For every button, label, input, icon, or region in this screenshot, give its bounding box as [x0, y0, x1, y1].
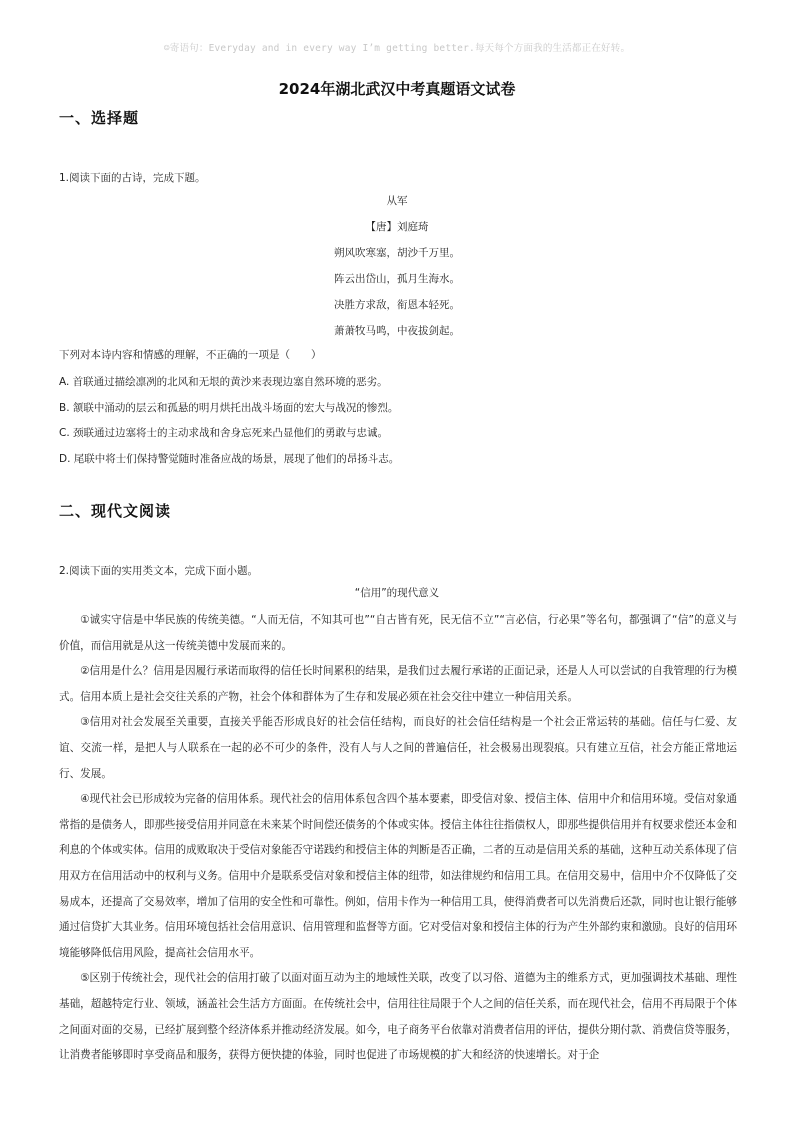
poem	[0, 188, 794, 344]
poem-author: 【唐】刘庭琦	[365, 221, 429, 233]
option-c[interactable]: C. 颈联通过边塞将士的主动求战和舍身忘死来凸显他们的勇敢与忠诚。	[59, 427, 389, 439]
question-2-intro: 2.阅读下面的实用类文本，完成下面小题。	[59, 565, 259, 577]
poem-title: 从军	[386, 195, 408, 207]
option-d[interactable]: D. 尾联中将士们保持警觉随时准备应战的场景，展现了他们的昂扬斗志。	[59, 452, 400, 465]
article-title: “信用”的现代意义	[354, 587, 440, 599]
option-a[interactable]: A. 首联通过描绘凛冽的北风和无垠的黄沙来表现边塞自然环境的恶劣。	[59, 376, 388, 388]
question-1-intro: 1.阅读下面的古诗，完成下题。	[59, 172, 206, 184]
page-title: 2024年湖北武汉中考真题语文试卷	[278, 80, 516, 98]
section-heading-reading: 二、现代文阅读	[59, 502, 172, 520]
article-body	[59, 608, 737, 1069]
section-heading-choice: 一、选择题	[59, 109, 140, 127]
article-paragraph-2: ②信用是什么？信用是因履行承诺而取得的信任长时间累积的结果，是我们过去履行承诺的正面记录，还是人人可以尝试的自我管理的行为模式。信用本质上是社会交往关系的产物，社会个体和群体为了生存和发展必须在社会交往中建立一种信用关系。	[59, 665, 737, 703]
option-b[interactable]: B. 颔联中涌动的层云和孤悬的明月烘托出战斗场面的宏大与战况的惨烈。	[59, 401, 399, 414]
poem-line: 阵云出岱山，孤月生海水。	[334, 273, 460, 285]
article-paragraph-1: ①诚实守信是中华民族的传统美德。“人而无信，不知其可也”“自古皆有死，民无信不立”“言必信，行必果”等名句，都强调了“信”的意义与价值，而信用就是从这一传统美德中发展而来的。	[59, 614, 737, 652]
poem-line: 朔风吹寒塞，胡沙千万里。	[334, 247, 460, 259]
article-paragraph-3: ③信用对社会发展至关重要，直接关乎能否形成良好的社会信任结构，而良好的社会信任结构是一个社会正常运转的基础。信任与仁爱、友谊、交流一样，是把人与人联系在一起的必不可少的条件，没有人与人之间的普遍信任，社会极易出现裂痕。只有建立互信，社会方能正常地运行、发展。	[59, 716, 737, 780]
poem-line: 决胜方求敌，衔恩本轻死。	[334, 299, 460, 311]
question-1-stem: 下列对本诗内容和情感的理解，不正确的一项是（ ）	[59, 349, 322, 361]
article-paragraph-5: ⑤区别于传统社会，现代社会的信用打破了以面对面互动为主的地域性关联，改变了以习俗、道德为主的维系方式，更加强调技术基础、理性基础，超越特定行业、领域，涵盖社会生活方方面面。在传统社会中，信用往往局限于个人之间的信任关系，而在现代社会，信用不再局限于个体之间面对面的交易，已经扩展到整个经济体系并推动经济发展。如今，电子商务平台依靠对消费者信用的评估，提供分期付款、消费信贷等服务，让消费者能够即时享受商品和服务，获得方便快捷的体验，同时也促进了市场规模的扩大和经济的快速增长。对于企	[59, 972, 737, 1062]
question-1-options	[59, 370, 399, 472]
watermark-motto: ☺寄语句：Everyday and in every way I’m getting better.每天每个方面我的生活都正在好转。	[163, 43, 631, 54]
poem-line: 萧萧牧马鸣，中夜拔剑起。	[334, 325, 460, 337]
article-paragraph-4: ④现代社会已形成较为完备的信用体系。现代社会的信用体系包含四个基本要素，即受信对象、授信主体、信用中介和信用环境。受信对象通常指的是债务人，即那些接受信用并同意在未来某个时间偿还债务的个体或实体。授信主体往往指债权人，即那些提供信用并有权要求偿还本金和利息的个体或实体。信用的成败取决于受信对象能否守诺践约和授信主体的判断是否正确，二者的互动是信用关系的基础，这种互动关系体现了信用双方在信用活动中的权利与义务。信用中介是联系受信对象和授信主体的纽带，如法律规约和信用工具。在信用交易中，信用中介不仅降低了交易成本，还提高了交易效率，增加了信用的安全性和可靠性。例如，信用卡作为一种信用工具，使得消费者可以先消费后还款，同时也让银行能够通过信贷扩大其业务。信用环境包括社会信用意识、信用管理和监督等方面。它对受信对象和授信主体的行为产生外部约束和激励。良好的信用环境能够降低信用风险，提高社会信用水平。	[59, 793, 737, 959]
